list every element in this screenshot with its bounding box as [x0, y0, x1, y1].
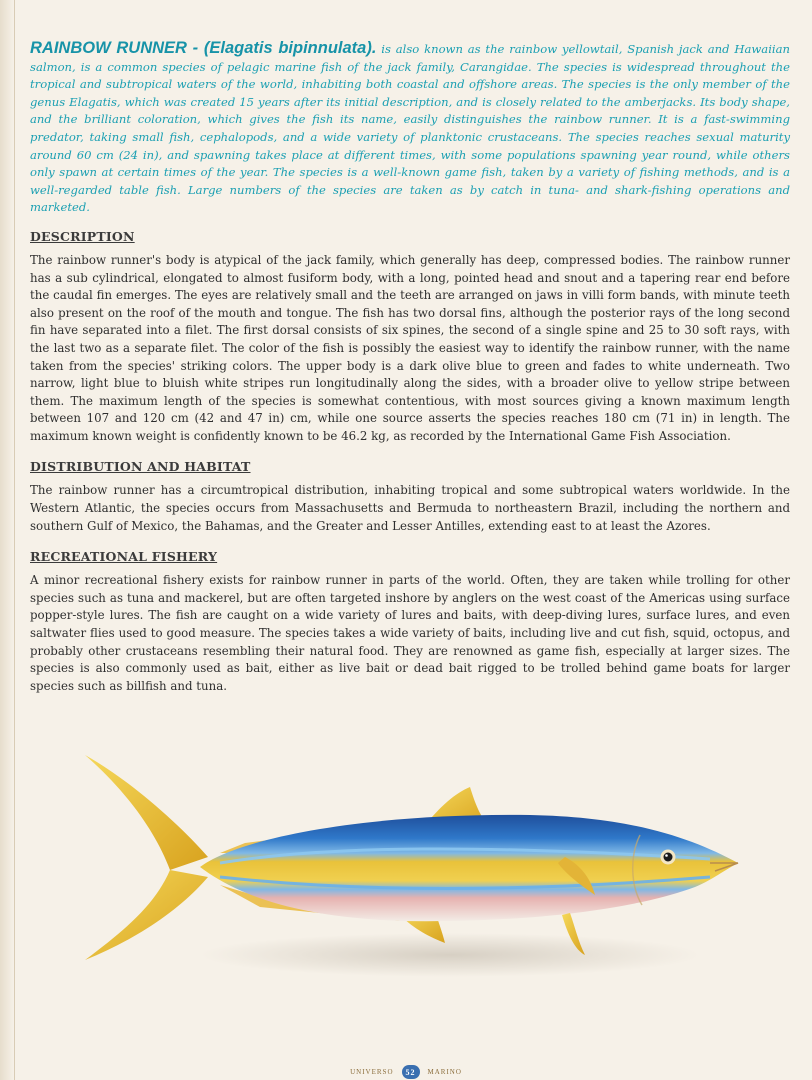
page-footer — [0, 1064, 812, 1080]
footer-left-label: UNIVERSO — [350, 1068, 394, 1076]
rainbow-runner-illustration — [70, 745, 750, 1005]
footer-right-label: MARINO — [427, 1068, 462, 1076]
page-edge — [0, 0, 15, 1080]
intro-text: is also known as the rainbow yellowtail, Spanish jack and Hawaiian salmon, is a common species of pelagic marine fish of the jack family, Carangidae. The species is widespread throughout the tropical and subtropical waters of the world, inhabiting both coastal and offshore areas. The species is the only member of the genus Elagatis, which was created 15 years after its initial description, and is closely related to the amberjacks. Its body shape, and the brilliant coloration, which gives the fish its name, easily distinguishes the rainbow runner. It is a fast-swimming predator, taking small fish, cephalopods, and a wide variety of planktonic crustaceans. The species reaches sexual maturity around 60 cm (24 in), and spawning takes place at different times, with some populations spawning year round, while others only spawn at certain times of the year. The species is a well-known game fish, taken by a variety of fishing methods, and is a well-regarded table fish. Large numbers of the species are taken as by catch in tuna- and shark-fishing operations and marketed. — [30, 42, 790, 215]
article-title: RAINBOW RUNNER - (Elagatis bipinnulata). — [30, 39, 377, 57]
intro-paragraph — [30, 40, 790, 217]
recreational-heading: RECREATIONAL FISHERY — [30, 549, 218, 565]
page-number: 52 — [402, 1065, 420, 1079]
description-body: The rainbow runner's body is atypical of the jack family, which generally has deep, compressed bodies. The rainbow runner has a sub cylindrical, elongated to almost fusiform body, with a long, pointed head and snout and a tapering rear end before the caudal fin emerges. The eyes are relatively small and the teeth are arranged on jaws in villi form bands, with minute teeth also present on the roof of the mouth and tongue. The fish has two dorsal fins, although the posterior rays of the long second fin have separated into a filet. The first dorsal consists of six spines, the second of a single spine and 25 to 30 soft rays, with the last two as a separate filet. The color of the fish is possibly the easiest way to identify the rainbow runner, with the name taken from the species' striking colors. The upper body is a dark olive blue to green and fades to white underneath. Two narrow, light blue to bluish white stripes run longitudinally along the sides, with a broader olive to yellow stripe between them. The maximum length of the species is somewhat contentious, with most sources giving a known maximum length between 107 and 120 cm (42 and 47 in) cm, while one source asserts the species reaches 180 cm (71 in) in length. The maximum known weight is confidently known to be 46.2 kg, as recorded by the International Game Fish Association. — [30, 252, 790, 443]
recreational-body: A minor recreational fishery exists for rainbow runner in parts of the world. Often, they are taken while trolling for other species such as tuna and mackerel, but are often targeted inshore by anglers on the west coast of the Americas using surface popper-style lures. The fish are caught on a wide variety of lures and baits, with deep-diving lures, surface lures, and even saltwater flies used to good measure. The species takes a wide variety of baits, including live and cut fish, squid, octopus, and probably other crustaceans resembling their natural food. They are renowned as game fish, especially at larger sizes. The species is also commonly used as bait, either as live bait or dead bait rigged to be trolled behind game boats for larger species such as billfish and tuna. — [30, 573, 790, 693]
distribution-body: The rainbow runner has a circumtropical distribution, inhabiting tropical and some subtropical waters worldwide. In the Western Atlantic, the species occurs from Massachusetts and Bermuda to northeastern Brazil, including the northern and southern Gulf of Mexico, the Bahamas, and the Greater and Lesser Antilles, extending east to at least the Azores. — [30, 483, 790, 533]
description-heading: DESCRIPTION — [30, 228, 135, 244]
distribution-heading: DISTRIBUTION AND HABITAT — [30, 459, 251, 475]
article — [30, 40, 790, 709]
